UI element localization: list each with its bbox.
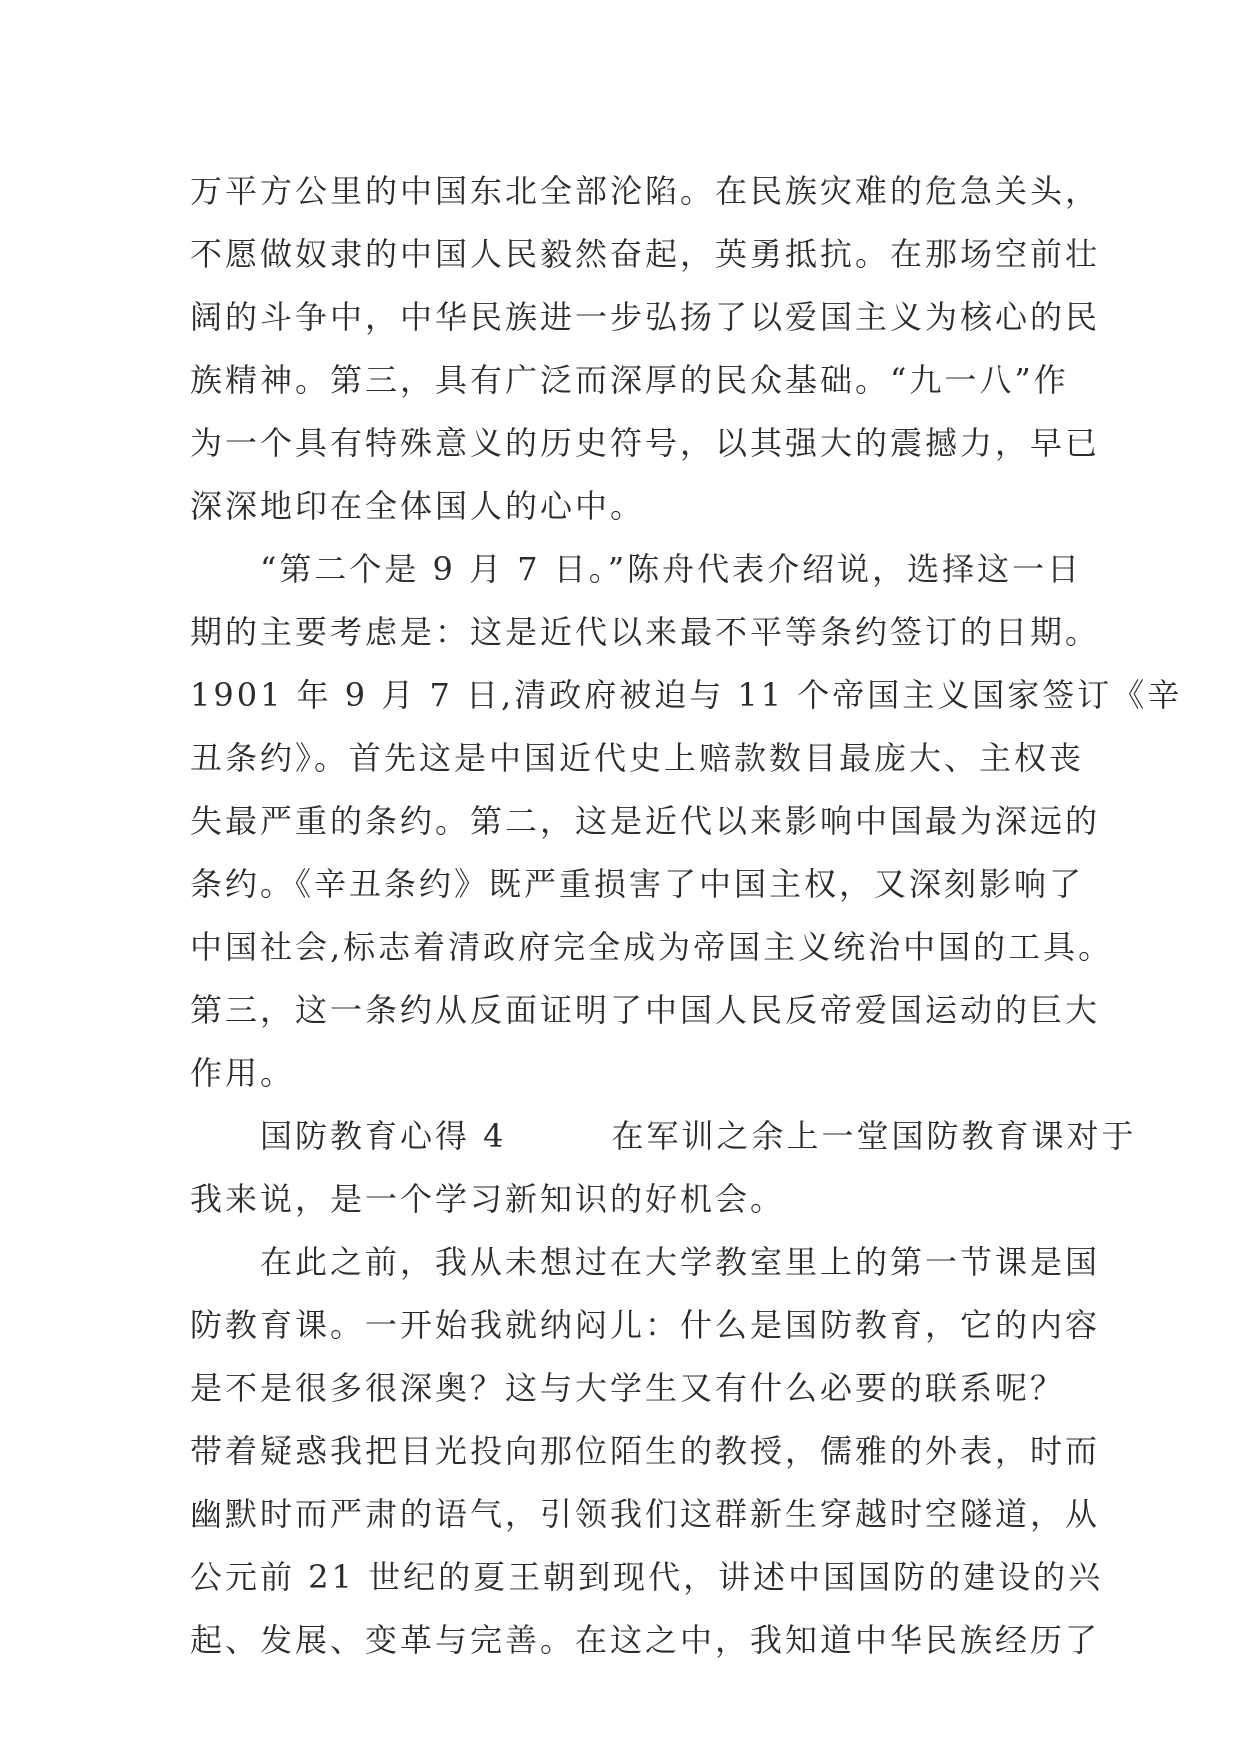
text-line: 1901 年 9 月 7 日,清政府被迫与 11 个帝国主义国家签订《辛 — [190, 676, 1183, 714]
text-line: 起、发展、变革与完善。在这之中，我知道中华民族经历了 — [190, 1621, 1101, 1659]
text-line: 带着疑惑我把目光投向那位陌生的教授，儒雅的外表，时而 — [190, 1432, 1101, 1470]
text-line: 第三，这一条约从反面证明了中国人民反帝爱国运动的巨大 — [190, 991, 1101, 1029]
text-line: 中国社会,标志着清政府完全成为帝国主义统治中国的工具。 — [190, 928, 1114, 966]
text-line: 国防教育心得 4 在军训之余上一堂国防教育课对于 — [190, 1117, 1137, 1155]
text-line: 失最严重的条约。第二，这是近代以来影响中国最为深远的 — [190, 802, 1101, 840]
text-line: 条约。《辛丑条约》既严重损害了中国主权，又深刻影响了 — [190, 865, 1085, 903]
text-line: 为一个具有特殊意义的历史符号，以其强大的震撼力，早已 — [190, 424, 1101, 462]
text-line: 族精神。第三，具有广泛而深厚的民众基础。“九一八”作 — [190, 361, 1069, 399]
text-line: 期的主要考虑是：这是近代以来最不平等条约签订的日期。 — [190, 613, 1101, 651]
text-line: 是不是很多很深奥？这与大学生又有什么必要的联系呢？ — [190, 1369, 1066, 1407]
text-line: 深深地印在全体国人的心中。 — [190, 487, 646, 525]
text-line: 公元前 21 世纪的夏王朝到现代，讲述中国国防的建设的兴 — [190, 1558, 1104, 1596]
text-line: 丑条约》。首先这是中国近代史上赔款数目最庞大、主权丧 — [190, 739, 1085, 777]
text-line: 阔的斗争中，中华民族进一步弘扬了以爱国主义为核心的民 — [190, 298, 1101, 336]
text-line: 我来说，是一个学习新知识的好机会。 — [190, 1180, 786, 1218]
text-line: “第二个是 9 月 7 日。”陈舟代表介绍说，选择这一日 — [190, 550, 1083, 588]
text-line: 不愿做奴隶的中国人民毅然奋起，英勇抵抗。在那场空前壮 — [190, 235, 1101, 273]
text-line: 防教育课。一开始我就纳闷儿：什么是国防教育，它的内容 — [190, 1306, 1101, 1344]
text-line: 幽默时而严肃的语气，引领我们这群新生穿越时空隧道，从 — [190, 1495, 1101, 1533]
text-line: 万平方公里的中国东北全部沦陷。在民族灾难的危急关头， — [190, 172, 1101, 210]
text-line: 作用。 — [190, 1054, 296, 1092]
text-line: 在此之前，我从未想过在大学教室里上的第一节课是国 — [190, 1243, 1101, 1281]
body-text — [190, 160, 1183, 1672]
